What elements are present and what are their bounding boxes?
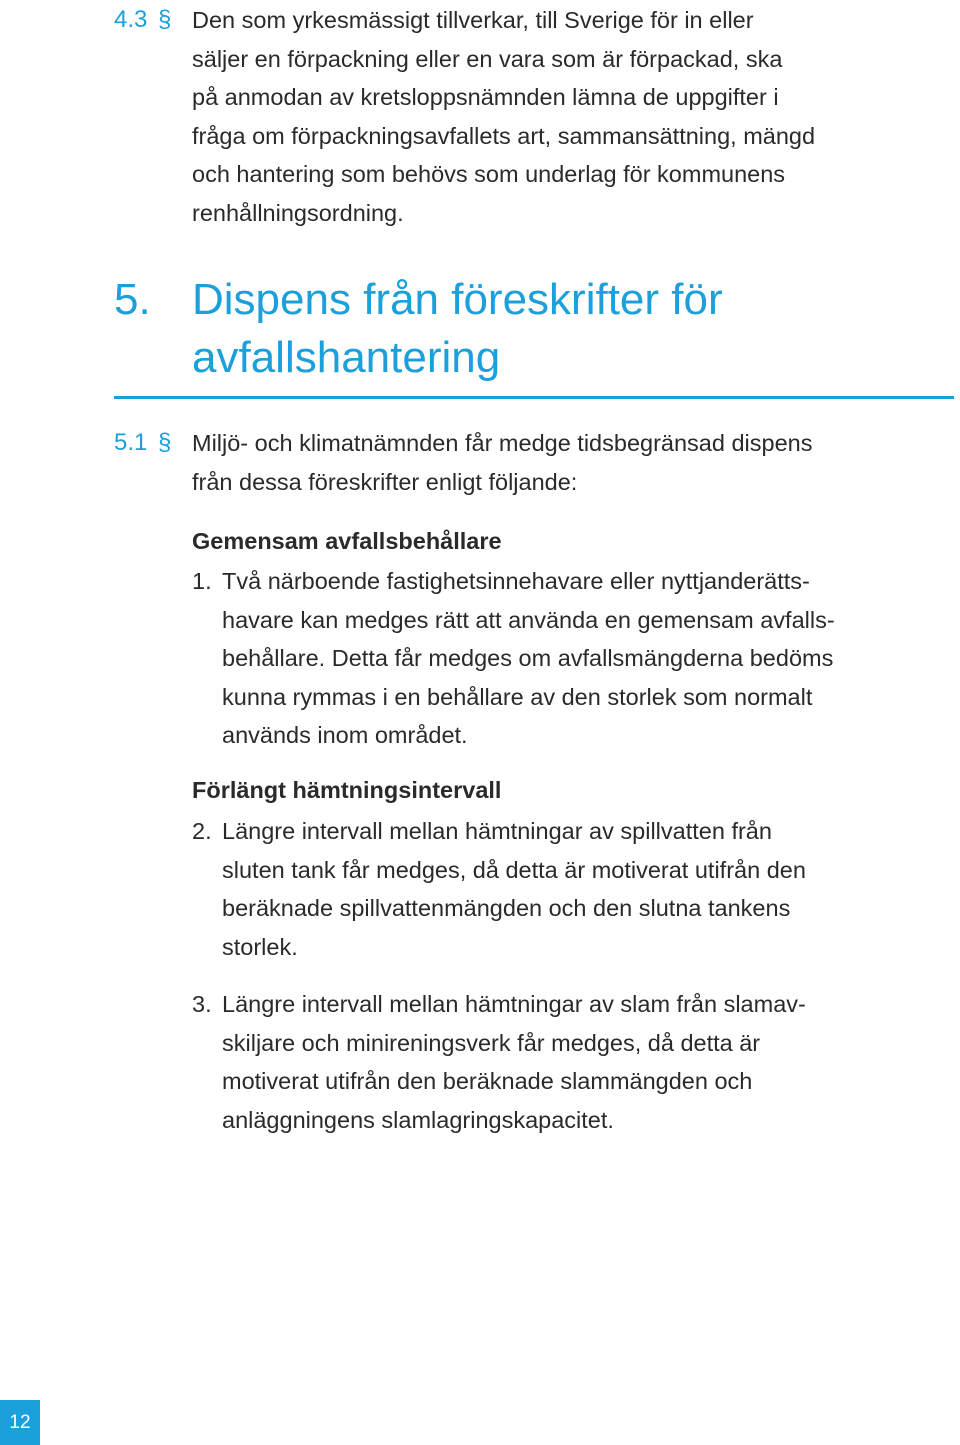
text-line: säljer en förpackning eller en vara som är förpackad, ska xyxy=(192,45,783,72)
text-line: fråga om förpackningsavfallets art, sammansättning, mängd xyxy=(192,122,816,149)
chapter-title-line: avfallshantering xyxy=(192,333,501,382)
text-line: Längre intervall mellan hämtningar av spillvatten från xyxy=(222,818,772,844)
subheading-shared-bin: Gemensam avfallsbehållare xyxy=(192,528,502,554)
list-item xyxy=(222,985,942,1139)
text-line: från dessa föreskrifter enligt följande: xyxy=(192,468,578,495)
text-line: havare kan medges rätt att använda en gemensam avfalls- xyxy=(222,606,835,633)
text-line: Miljö- och klimatnämnden får medge tidsbegränsad dispens xyxy=(192,430,813,456)
chapter-number: 5. xyxy=(114,275,151,324)
text-line: motiverat utifrån den beräknade slammängden och xyxy=(222,1068,753,1095)
list-item-number: 2. xyxy=(192,818,212,844)
text-line: behållare. Detta får medges om avfallsmängderna bedöms xyxy=(222,645,834,672)
list-item-number: 3. xyxy=(192,991,212,1017)
list-item xyxy=(222,562,942,755)
text-line: beräknade spillvattenmängden och den slutna tankens xyxy=(222,895,791,922)
text-line: kunna rymmas i en behållare av den storlek som normalt xyxy=(222,683,813,710)
text-line: Längre intervall mellan hämtningar av slam från slamav- xyxy=(222,991,806,1017)
page-number: 12 xyxy=(0,1400,40,1445)
chapter-title-line: Dispens från föreskrifter för xyxy=(192,275,723,324)
section-4-3-text xyxy=(192,1,922,233)
text-line: på anmodan av kretsloppsnämnden lämna de uppgifter i xyxy=(192,84,779,111)
text-line: används inom området. xyxy=(222,722,468,749)
text-line: anläggningens slamlagringskapacitet. xyxy=(222,1106,614,1133)
text-line: Två närboende fastighetsinnehavare eller nyttjanderätts- xyxy=(222,568,810,594)
section-5-1-text xyxy=(192,424,922,501)
paragraph-sign-icon: § xyxy=(158,429,172,456)
list-item xyxy=(222,812,942,966)
text-line: skiljare och minireningsverk får medges, då detta är xyxy=(222,1029,761,1056)
chapter-title xyxy=(192,271,723,387)
list-item-number: 1. xyxy=(192,568,212,594)
section-number: 4.3 xyxy=(114,6,148,33)
heading-divider xyxy=(114,396,954,399)
paragraph-sign-icon: § xyxy=(158,6,172,33)
text-line: sluten tank får medges, då detta är motiverat utifrån den xyxy=(222,856,806,883)
text-line: renhållningsordning. xyxy=(192,199,404,226)
text-line: Den som yrkesmässigt tillverkar, till Sverige för in eller xyxy=(192,7,754,33)
subheading-extended-interval: Förlängt hämtningsintervall xyxy=(192,777,502,803)
section-number: 5.1 xyxy=(114,429,148,456)
text-line: och hantering som behövs som underlag för kommunens xyxy=(192,161,786,188)
text-line: storlek. xyxy=(222,933,298,960)
